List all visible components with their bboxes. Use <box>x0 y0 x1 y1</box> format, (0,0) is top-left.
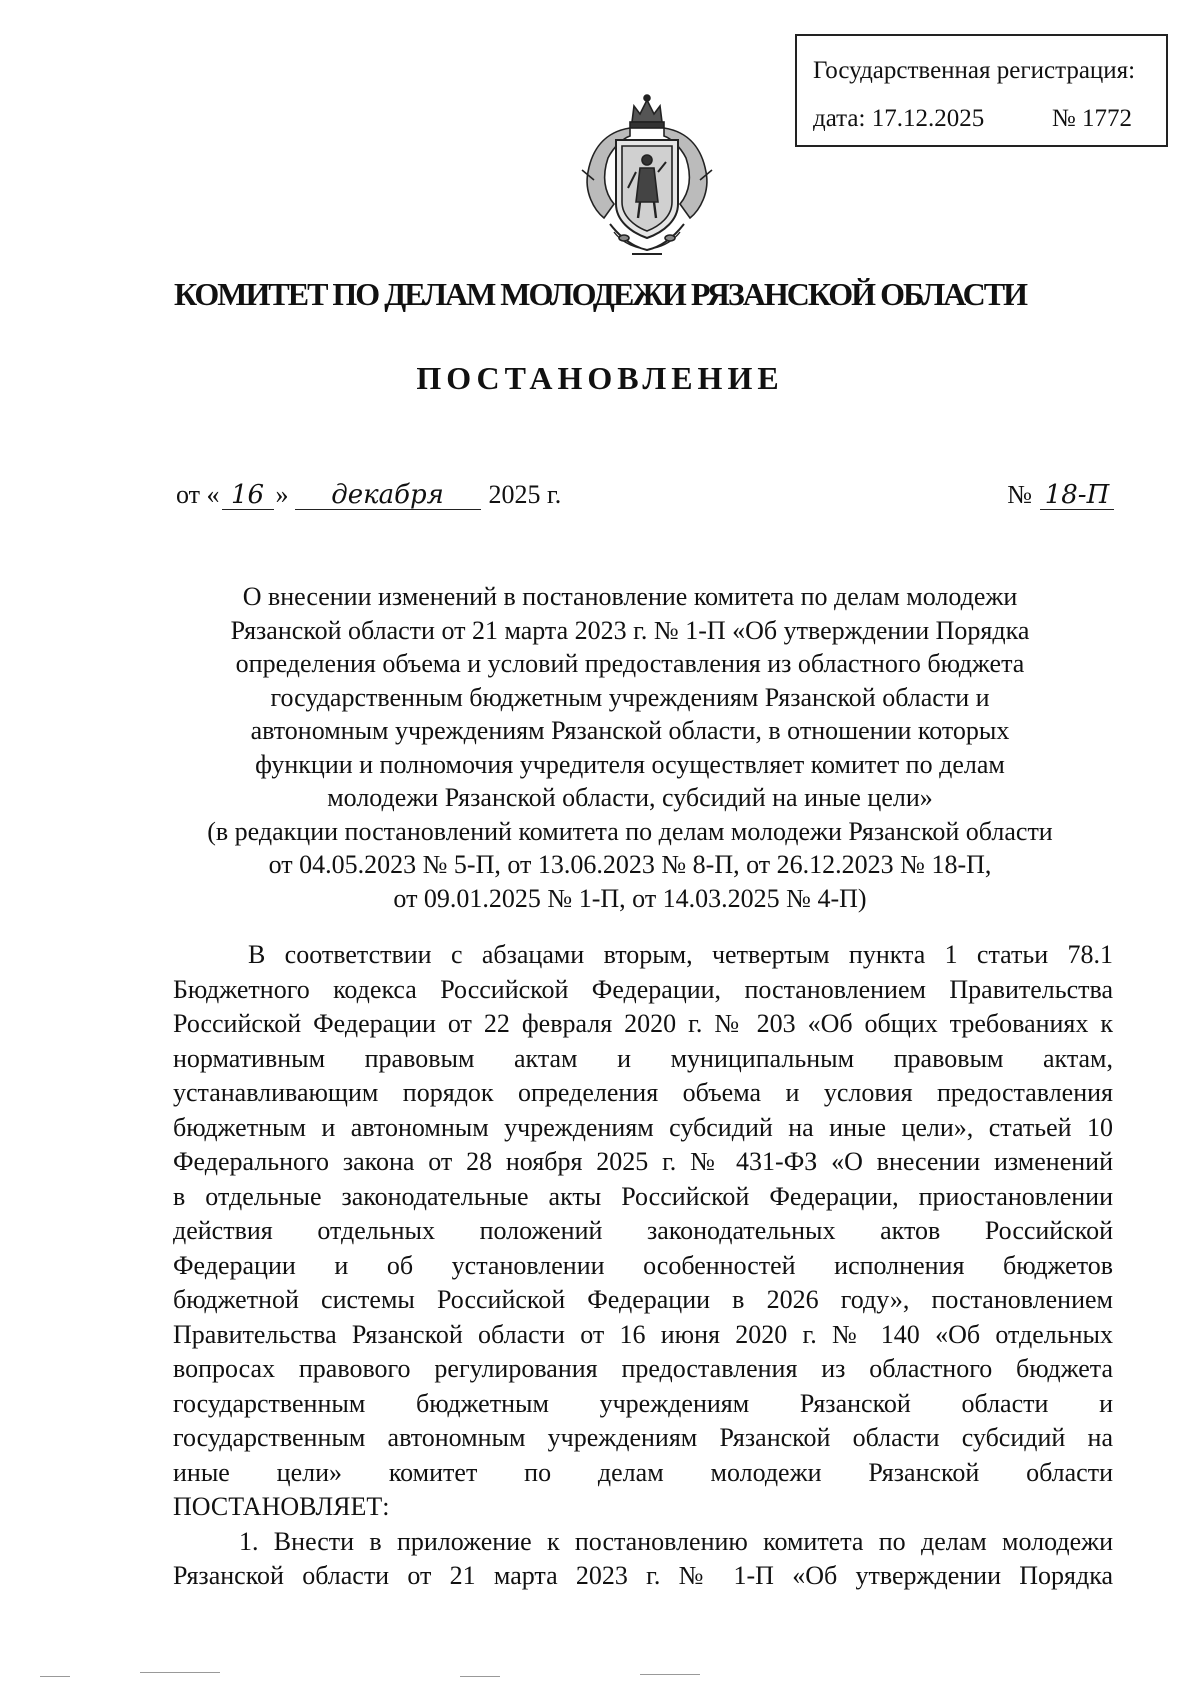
date-day: 16 <box>222 482 274 510</box>
document-type: ПОСТАНОВЛЕНИЕ <box>416 360 784 396</box>
document-date <box>176 480 561 510</box>
body-line: в отдельные законодательные акты Российской Федерации, приостановлении <box>173 1181 1113 1211</box>
date-prefix: от « <box>176 480 220 509</box>
document-subject <box>150 580 1110 915</box>
body-line: Рязанской области от 21 марта 2023 г. № 1-П «Об утверждении Порядка <box>173 1561 1113 1590</box>
body-line: Федерации и об установлении особенностей исполнения бюджетов <box>173 1250 1113 1280</box>
body-line: государственным автономным учреждениям Рязанской области субсидий на <box>173 1423 1113 1452</box>
registration-title: Государственная регистрация: <box>813 57 1136 84</box>
subject-line: государственным бюджетным учреждениям Рязанской области и <box>270 682 990 712</box>
subject-line: автономным учреждениям Рязанской области, в отношении которых <box>250 716 1010 745</box>
body-line: устанавливающим порядок определения объема и условия предоставления <box>173 1078 1113 1107</box>
date-month: декабря <box>295 482 481 510</box>
body-line: иные цели» комитет по делам молодежи Рязанской области <box>173 1457 1113 1487</box>
subject-line: от 04.05.2023 № 5-П, от 13.06.2023 № 8-П, от 26.12.2023 № 18-П, <box>268 850 992 879</box>
body-line: бюджетной системы Российской Федерации в 2026 году», постановлением <box>173 1285 1113 1314</box>
body-line: нормативным правовым актам и муниципальным правовым актам, <box>173 1043 1113 1073</box>
subject-line: Рязанской области от 21 марта 2023 г. № 1-П «Об утверждении Порядка <box>230 615 1030 645</box>
body-line: действия отдельных положений законодательных актов Российской <box>173 1216 1113 1245</box>
registration-number: № 1772 <box>1051 105 1132 132</box>
subject-line: функции и полномочия учредителя осуществляет комитет по делам <box>255 749 1005 779</box>
body-line: Федерального закона от 28 ноября 2025 г. № 431-ФЗ «О внесении изменений <box>173 1147 1113 1176</box>
body-line: Бюджетного кодекса Российской Федерации, постановлением Правительства <box>173 974 1113 1004</box>
organization-name: КОМИТЕТ ПО ДЕЛАМ МОЛОДЕЖИ РЯЗАНСКОЙ ОБЛАСТИ <box>173 276 1027 312</box>
body-line: Российской Федерации от 22 февраля 2020 г. № 203 «Об общих требованиях к <box>173 1009 1113 1038</box>
date-year: 2025 г. <box>488 480 562 509</box>
document-number <box>1007 480 1114 510</box>
body-line: вопросах правового регулирования предоставления из областного бюджета <box>173 1354 1113 1383</box>
subject-line: от 09.01.2025 № 1-П, от 14.03.2025 № 4-П) <box>393 883 867 913</box>
subject-line: определения объема и условий предоставления из областного бюджета <box>235 649 1025 678</box>
body-line: 1. Внести в приложение к постановлению комитета по делам молодежи <box>239 1526 1113 1556</box>
subject-line: (в редакции постановлений комитета по делам молодежи Рязанской области <box>207 816 1053 846</box>
body-line: В соответствии с абзацами вторым, четвертым пункта 1 статьи 78.1 <box>248 940 1113 969</box>
body-line: ПОСТАНОВЛЯЕТ: <box>173 1492 390 1521</box>
number-value: 18-П <box>1040 482 1114 510</box>
registration-stamp <box>795 34 1168 147</box>
date-mid: » <box>275 480 289 509</box>
subject-line: О внесении изменений в постановление комитета по делам молодежи <box>242 582 1018 611</box>
document-body <box>173 938 1113 1594</box>
number-prefix: № <box>1007 480 1032 509</box>
subject-line: молодежи Рязанской области, субсидий на иные цели» <box>327 783 933 812</box>
body-line: государственным бюджетным учреждениям Рязанской области и <box>173 1388 1113 1418</box>
registration-date: дата: 17.12.2025 <box>813 105 985 132</box>
body-line: Правительства Рязанской области от 16 июня 2020 г. № 140 «Об отдельных <box>173 1319 1113 1349</box>
body-line: бюджетным и автономным учреждениям субсидий на иные цели», статьей 10 <box>173 1112 1113 1142</box>
ryazan-coat-of-arms-icon <box>574 92 720 262</box>
